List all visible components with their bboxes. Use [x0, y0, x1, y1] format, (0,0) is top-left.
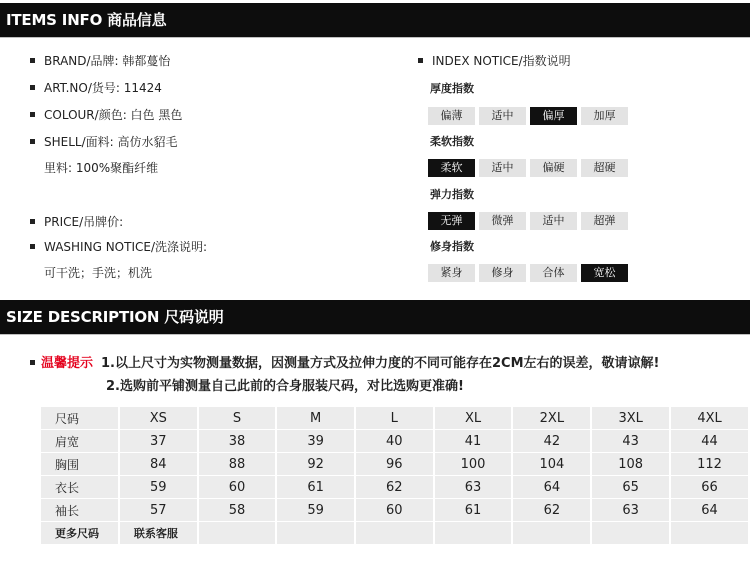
index-option: 无弹 [428, 212, 475, 230]
table-cell: 39 [277, 430, 354, 452]
index-option: 加厚 [581, 107, 628, 125]
washing-text: WASHING NOTICE/洗涤说明: [44, 240, 208, 254]
table-cell: 112 [671, 453, 748, 475]
table-cell: 62 [356, 476, 433, 498]
softness-index-label: 柔软指数 [430, 135, 474, 148]
table-footer-row [41, 522, 748, 544]
table-cell: 60 [356, 499, 433, 521]
table-cell: 衣长 [41, 476, 118, 498]
table-cell: 尺码 [41, 407, 118, 429]
index-option: 适中 [479, 159, 526, 177]
index-option: 宽松 [581, 264, 628, 282]
info-brand [30, 52, 170, 70]
shell-text: SHELL/面料: 高仿水貂毛 [44, 135, 178, 149]
elasticity-index-label: 弹力指数 [430, 188, 474, 201]
table-cell [199, 522, 276, 544]
index-option: 偏薄 [428, 107, 475, 125]
table-cell: XS [120, 407, 197, 429]
index-option: 合体 [530, 264, 577, 282]
thickness-index-label: 厚度指数 [430, 82, 474, 95]
bullet-icon [30, 360, 35, 365]
table-cell: 66 [671, 476, 748, 498]
table-cell: 100 [435, 453, 512, 475]
table-cell: 3XL [592, 407, 669, 429]
table-cell: 41 [435, 430, 512, 452]
table-cell [513, 522, 590, 544]
size-description-header: SIZE DESCRIPTION 尺码说明 [0, 300, 750, 334]
header-divider [0, 37, 750, 38]
index-option: 偏硬 [530, 159, 577, 177]
table-cell [356, 522, 433, 544]
table-row [41, 430, 748, 452]
table-cell: 96 [356, 453, 433, 475]
table-cell: 61 [277, 476, 354, 498]
table-cell: 胸围 [41, 453, 118, 475]
info-price [30, 213, 123, 231]
table-cell: 88 [199, 453, 276, 475]
table-cell: 63 [435, 476, 512, 498]
table-cell: 38 [199, 430, 276, 452]
info-shell [30, 133, 178, 151]
notice-tag: 温馨提示 [41, 356, 94, 371]
more-sizes-label: 更多尺码 [41, 522, 118, 544]
table-cell: 64 [513, 476, 590, 498]
table-cell: 108 [592, 453, 669, 475]
table-cell: 43 [592, 430, 669, 452]
table-cell: 59 [120, 476, 197, 498]
table-cell: 42 [513, 430, 590, 452]
table-cell: 65 [592, 476, 669, 498]
index-notice-title [418, 52, 571, 70]
table-cell: 58 [199, 499, 276, 521]
table-cell: 92 [277, 453, 354, 475]
header-divider [0, 334, 750, 335]
index-title-text: INDEX NOTICE/指数说明 [432, 54, 571, 68]
bullet-icon [418, 58, 423, 63]
table-cell: 61 [435, 499, 512, 521]
table-cell: 62 [513, 499, 590, 521]
table-cell: L [356, 407, 433, 429]
table-cell: 40 [356, 430, 433, 452]
info-washing-detail: 可干洗；手洗；机洗 [44, 266, 153, 280]
bullet-icon [30, 112, 35, 117]
colour-text: COLOUR/颜色: 白色 黑色 [44, 108, 183, 122]
notice-line-1: 1.以上尺寸为实物测量数据，因测量方式及拉伸力度的不同可能存在2CM左右的误差，敬请谅解! [101, 356, 660, 371]
contact-service-link[interactable]: 联系客服 [120, 522, 197, 544]
index-option: 修身 [479, 264, 526, 282]
size-notice [30, 355, 659, 373]
size-table [39, 406, 750, 545]
table-cell: S [199, 407, 276, 429]
table-cell [671, 522, 748, 544]
notice-line-2: 2.选购前平铺测量自己此前的合身服装尺码，对比选购更准确! [106, 379, 464, 394]
bullet-icon [30, 85, 35, 90]
bullet-icon [30, 139, 35, 144]
table-cell: 2XL [513, 407, 590, 429]
bullet-icon [30, 244, 35, 249]
index-option: 超硬 [581, 159, 628, 177]
items-info-header: ITEMS INFO 商品信息 [0, 3, 750, 37]
table-cell: 57 [120, 499, 197, 521]
table-cell: 59 [277, 499, 354, 521]
table-cell: 64 [671, 499, 748, 521]
index-option: 紧身 [428, 264, 475, 282]
bullet-icon [30, 58, 35, 63]
info-washing [30, 238, 207, 256]
table-cell: 袖长 [41, 499, 118, 521]
table-cell [592, 522, 669, 544]
table-row [41, 476, 748, 498]
table-row [41, 499, 748, 521]
table-cell: 肩宽 [41, 430, 118, 452]
fit-index-label: 修身指数 [430, 240, 474, 253]
table-cell: M [277, 407, 354, 429]
table-cell: 60 [199, 476, 276, 498]
info-art-no [30, 79, 162, 97]
bullet-icon [30, 219, 35, 224]
art-no-text: ART.NO/货号: 11424 [44, 81, 162, 95]
table-cell: XL [435, 407, 512, 429]
table-cell: 84 [120, 453, 197, 475]
index-option: 微弹 [479, 212, 526, 230]
table-cell: 37 [120, 430, 197, 452]
index-option: 适中 [479, 107, 526, 125]
table-cell: 4XL [671, 407, 748, 429]
table-cell [435, 522, 512, 544]
index-option: 超弹 [581, 212, 628, 230]
brand-text: BRAND/品牌: 韩都蔓怡 [44, 54, 171, 68]
index-option: 适中 [530, 212, 577, 230]
info-lining: 里料: 100%聚酯纤维 [44, 161, 159, 175]
table-cell: 63 [592, 499, 669, 521]
price-text: PRICE/吊牌价: [44, 215, 124, 229]
index-option: 偏厚 [530, 107, 577, 125]
table-cell: 44 [671, 430, 748, 452]
table-header-row [41, 407, 748, 429]
table-cell: 104 [513, 453, 590, 475]
table-row [41, 453, 748, 475]
index-option: 柔软 [428, 159, 475, 177]
table-cell [277, 522, 354, 544]
info-colour [30, 106, 182, 124]
